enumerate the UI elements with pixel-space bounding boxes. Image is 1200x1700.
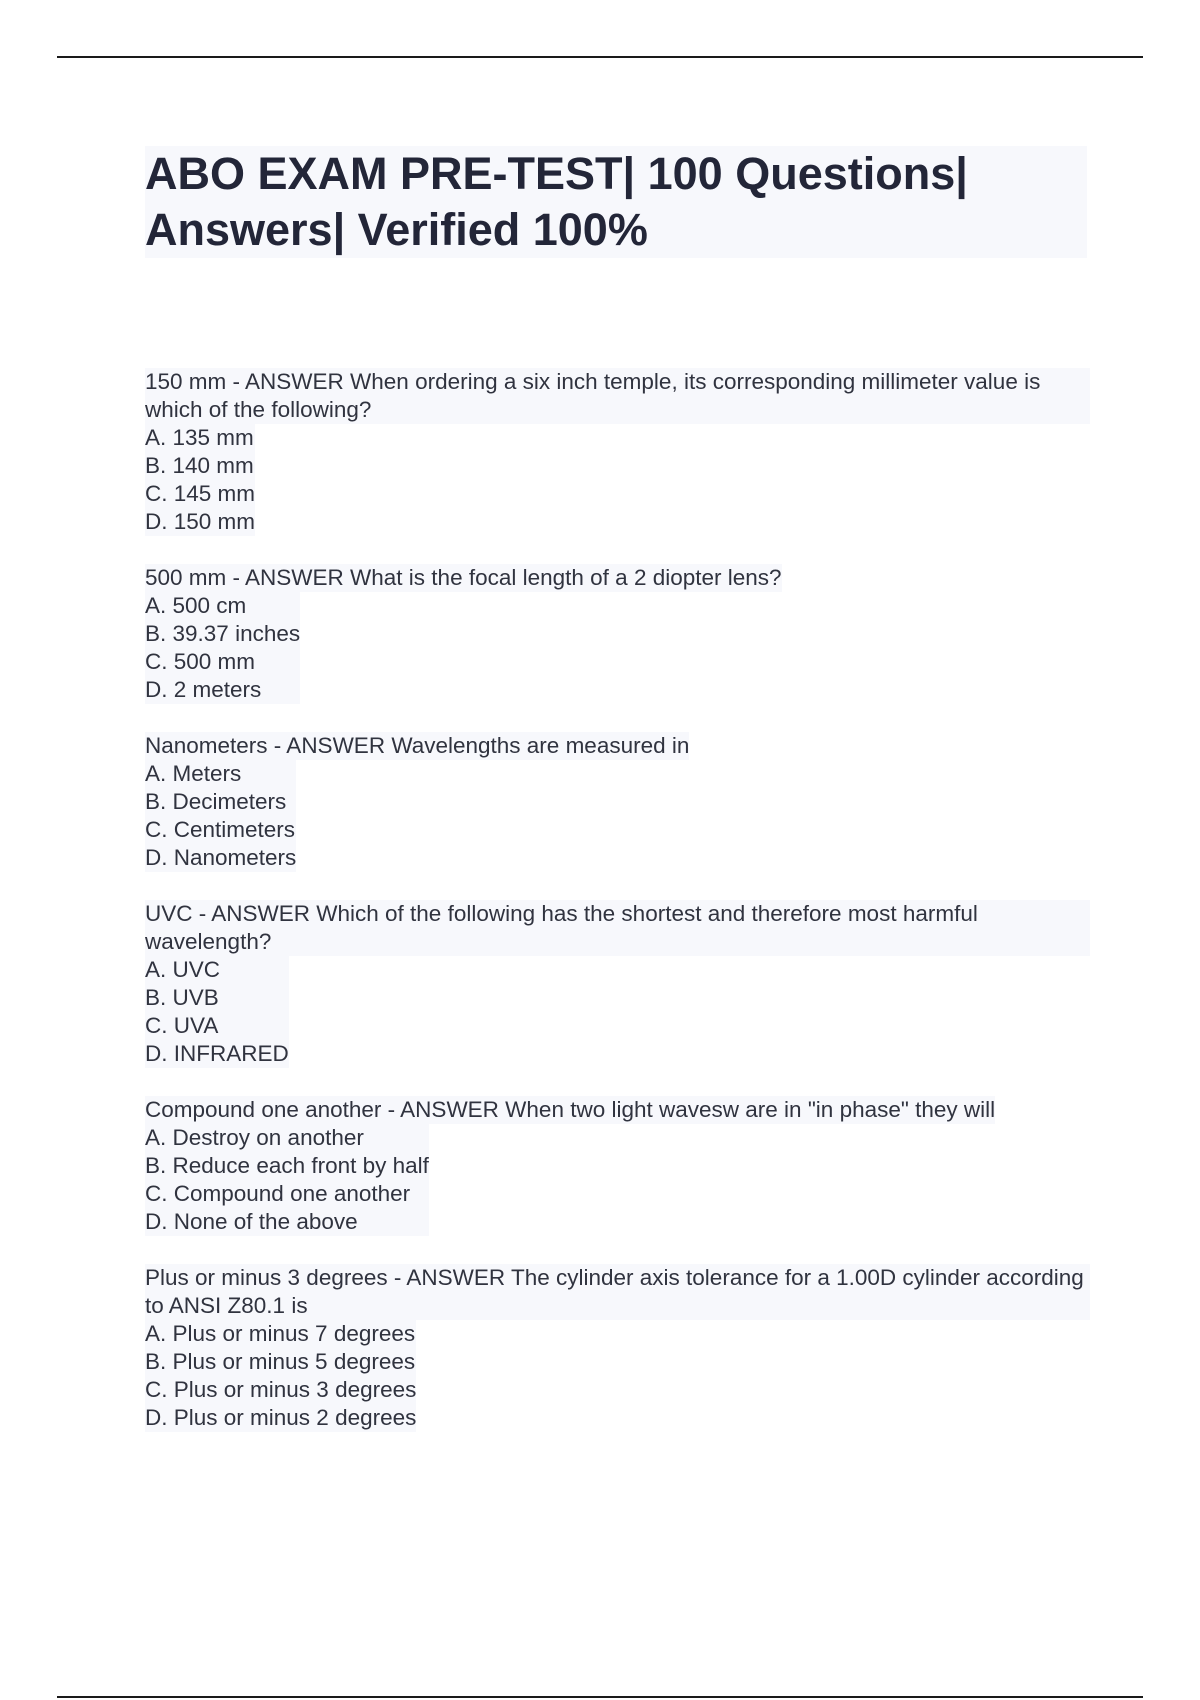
answer-options [145, 1320, 416, 1432]
answer-options [145, 1124, 429, 1236]
answer-option: A. Meters [145, 761, 242, 786]
document-title-line-2: Answers| Verified 100% [145, 204, 648, 255]
answer-options [145, 760, 296, 872]
answer-option: C. 500 mm [145, 649, 256, 674]
question-item [145, 1264, 1090, 1432]
answer-option: B. UVB [145, 985, 219, 1010]
answer-option: A. Plus or minus 7 degrees [145, 1321, 416, 1346]
answer-option: D. 150 mm [145, 509, 256, 534]
answer-option: C. Plus or minus 3 degrees [145, 1377, 417, 1402]
question-stem: 500 mm - ANSWER What is the focal length of a 2 diopter lens? [145, 565, 782, 590]
answer-option: B. Reduce each front by half [145, 1153, 429, 1178]
bottom-rule [57, 1696, 1143, 1698]
question-stem: UVC - ANSWER Which of the following has the shortest and therefore most harmful wavelength? [145, 900, 1090, 956]
answer-option: B. 39.37 inches [145, 621, 301, 646]
answer-option: D. Nanometers [145, 845, 297, 870]
answer-option: B. Plus or minus 5 degrees [145, 1349, 416, 1374]
answer-options [145, 424, 255, 536]
document-title-line-1: ABO EXAM PRE-TEST| 100 Questions| [145, 148, 968, 199]
answer-option: A. 135 mm [145, 425, 254, 450]
top-rule [57, 56, 1143, 58]
answer-options [145, 592, 300, 704]
answer-option: D. INFRARED [145, 1041, 289, 1066]
answer-options [145, 956, 289, 1068]
answer-option: A. Destroy on another [145, 1125, 364, 1150]
question-item [145, 368, 1090, 536]
answer-option: B. Decimeters [145, 789, 287, 814]
question-stem: Plus or minus 3 degrees - ANSWER The cylinder axis tolerance for a 1.00D cylinder according to ANSI Z80.1 is [145, 1264, 1090, 1320]
answer-option: A. UVC [145, 957, 221, 982]
answer-option: C. UVA [145, 1013, 219, 1038]
question-stem: Nanometers - ANSWER Wavelengths are measured in [145, 733, 690, 758]
answer-option: D. 2 meters [145, 677, 262, 702]
document-title [145, 146, 1087, 258]
answer-option: B. 140 mm [145, 453, 254, 478]
answer-option: C. 145 mm [145, 481, 256, 506]
question-stem: 150 mm - ANSWER When ordering a six inch temple, its corresponding millimeter value is which of the following? [145, 368, 1090, 424]
answer-option: A. 500 cm [145, 593, 247, 618]
question-item [145, 900, 1090, 1068]
answer-option: C. Centimeters [145, 817, 296, 842]
answer-option: D. Plus or minus 2 degrees [145, 1405, 417, 1430]
question-list [145, 368, 1090, 1460]
answer-option: C. Compound one another [145, 1181, 411, 1206]
answer-option: D. None of the above [145, 1209, 358, 1234]
title-block [145, 146, 1087, 258]
question-item [145, 1096, 1090, 1236]
question-item [145, 732, 1090, 872]
question-stem: Compound one another - ANSWER When two light wavesw are in "in phase" they will [145, 1097, 996, 1122]
question-item [145, 564, 1090, 704]
